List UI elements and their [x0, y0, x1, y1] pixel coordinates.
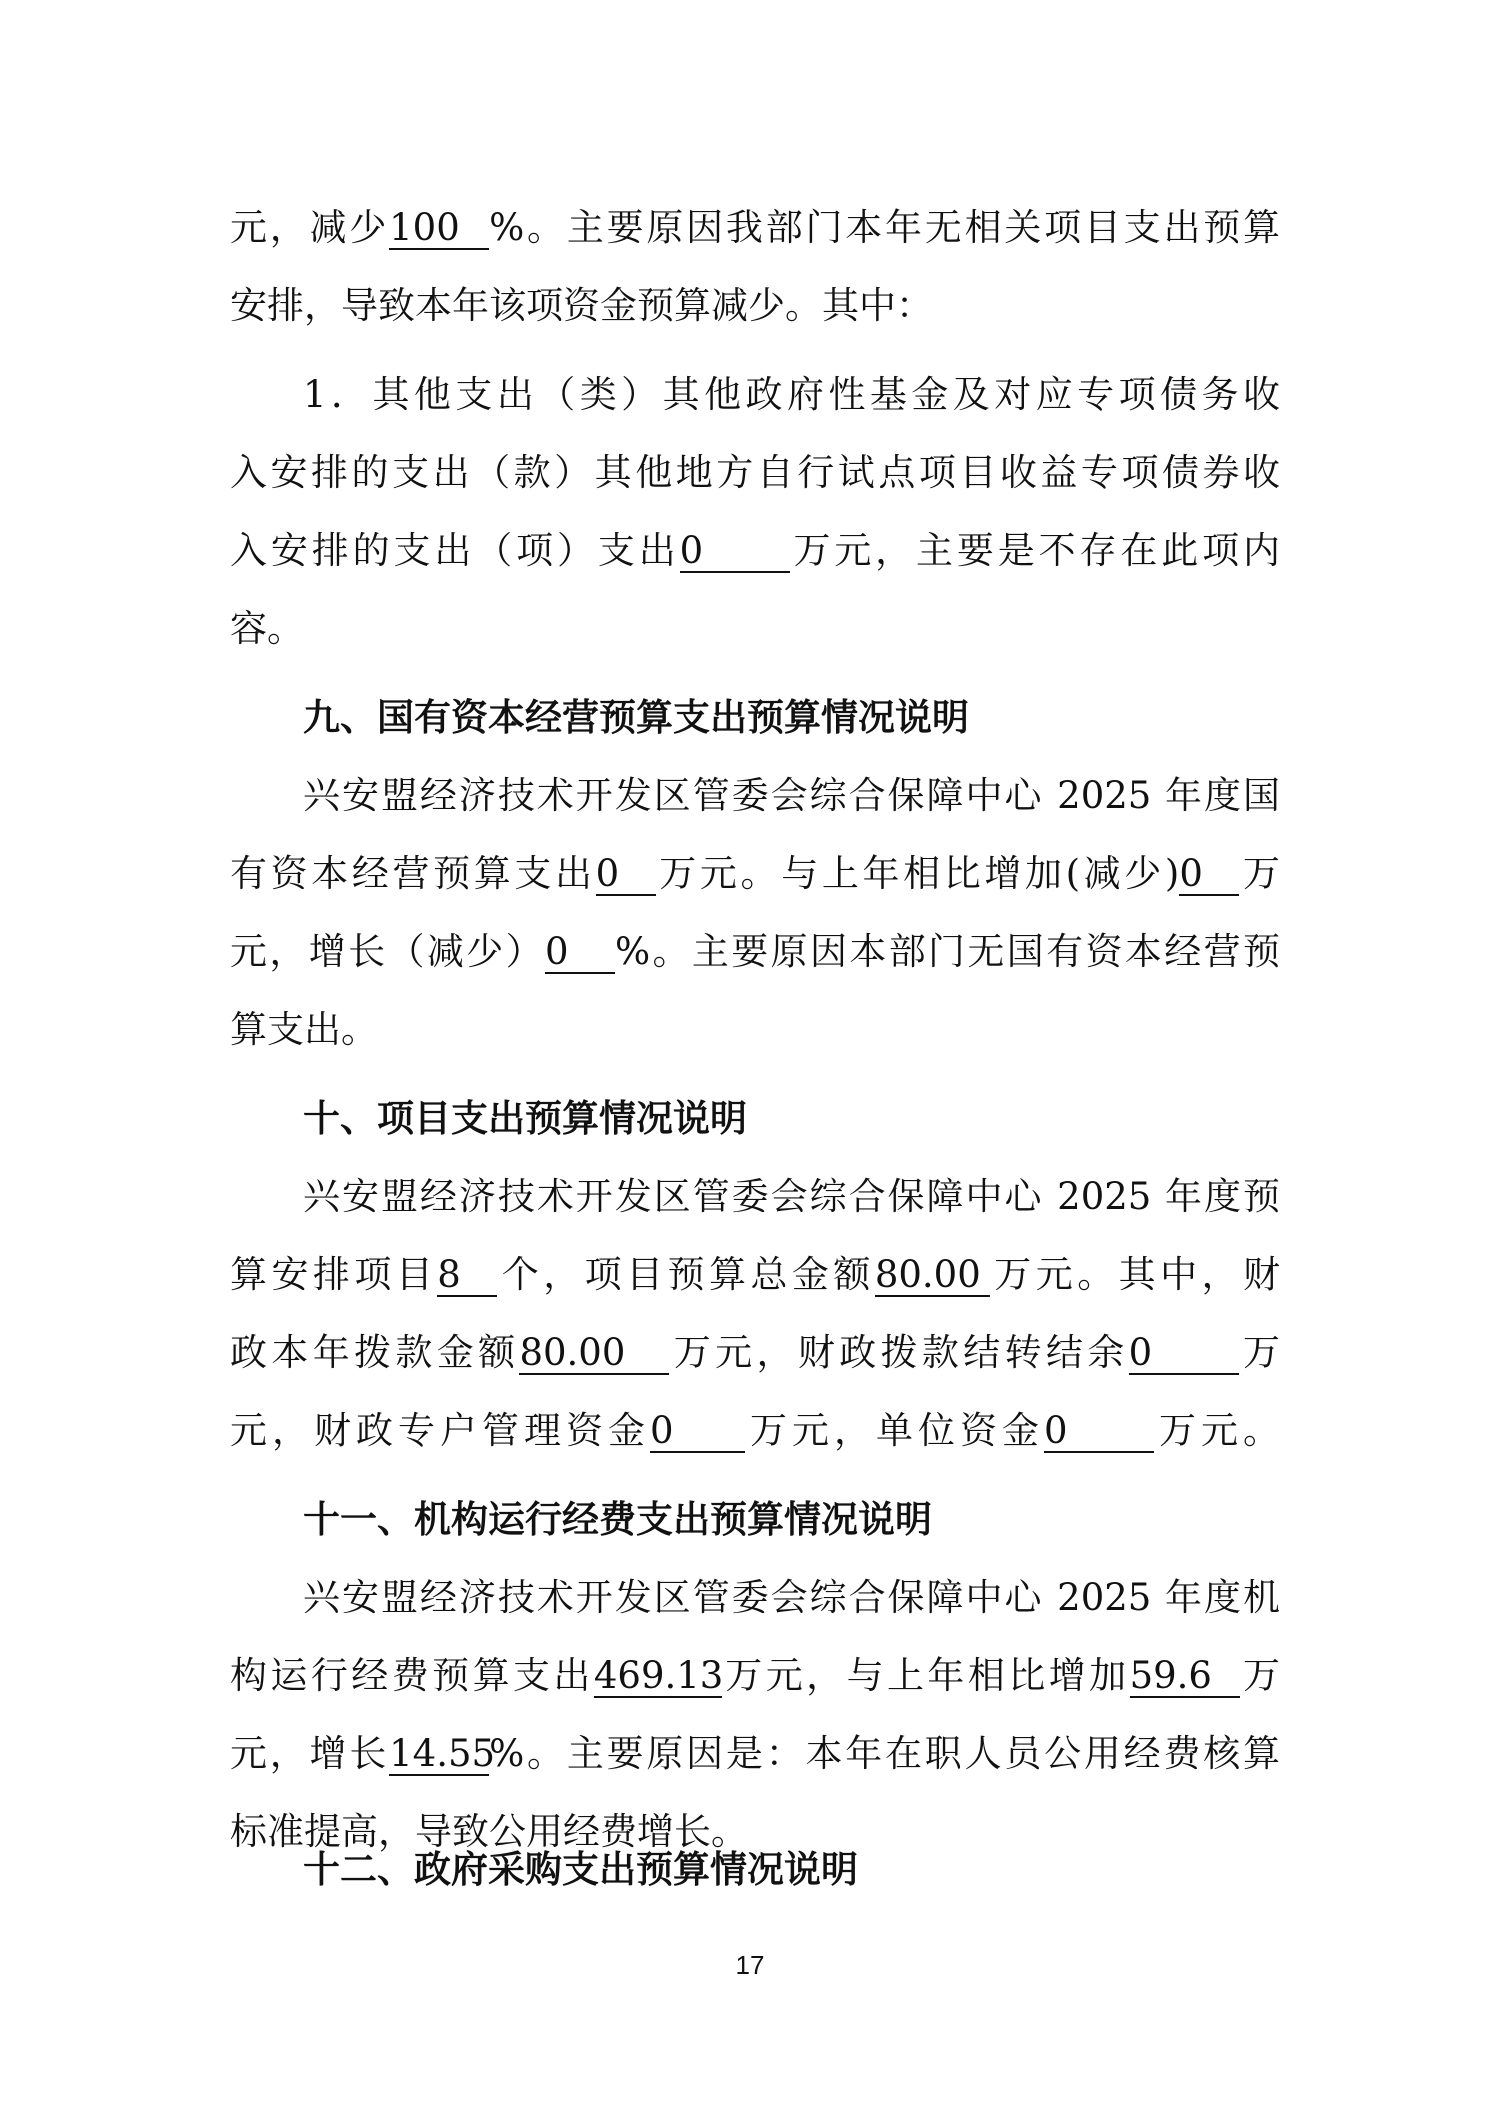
paragraph-line: 政本年拨款金额80.00 万元，财政拨款结转结余0 万	[230, 1331, 1281, 1374]
underlined-value: 0	[1179, 854, 1239, 896]
paragraph-line: 容。	[230, 607, 304, 650]
underlined-value: 0	[650, 1411, 745, 1453]
underlined-value: 0	[545, 932, 615, 974]
paragraph-line: 标准提高，导致公用经费增长。	[230, 1810, 748, 1853]
section-heading: 十二、政府采购支出预算情况说明	[303, 1848, 858, 1891]
paragraph-line: 有资本经营预算支出0 万元。与上年相比增加(减少)0 万	[230, 852, 1281, 895]
paragraph-line: 元，减少100 %。主要原因我部门本年无相关项目支出预算	[230, 206, 1281, 249]
paragraph-line: 兴安盟经济技术开发区管委会综合保障中心 2025 年度机	[303, 1576, 1280, 1619]
paragraph-line: 算安排项目8 个，项目预算总金额80.00 万元。其中，财	[230, 1253, 1281, 1296]
underlined-value: 0	[1044, 1411, 1154, 1453]
underlined-value: 14.55	[389, 1732, 496, 1775]
paragraph-line: 元，增长（减少）0 %。主要原因本部门无国有资本经营预	[230, 930, 1281, 973]
paragraph-line: 入安排的支出（项）支出0 万元，主要是不存在此项内	[230, 529, 1281, 572]
paragraph-line: 算支出。	[230, 1008, 378, 1051]
list-item-line: 1．其他支出（类）其他政府性基金及对应专项债务收	[303, 373, 1280, 416]
underlined-value: 0	[1129, 1333, 1239, 1375]
section-heading: 十一、机构运行经费支出预算情况说明	[303, 1498, 932, 1541]
paragraph-line: 入安排的支出（款）其他地方自行试点项目收益专项债券收	[230, 451, 1280, 494]
paragraph-line: 兴安盟经济技术开发区管委会综合保障中心 2025 年度预	[303, 1175, 1280, 1218]
underlined-value: 80.00	[519, 1333, 669, 1375]
underlined-value: 469.13	[593, 1654, 724, 1697]
page-number: 17	[735, 1950, 765, 1980]
underlined-value: 8	[437, 1255, 497, 1297]
underlined-value: 59.6	[1130, 1656, 1240, 1698]
paragraph-line: 兴安盟经济技术开发区管委会综合保障中心 2025 年度国	[303, 774, 1280, 817]
section-heading: 九、国有资本经营预算支出预算情况说明	[303, 696, 969, 739]
underlined-value: 0	[680, 531, 790, 573]
paragraph-line: 安排，导致本年该项资金预算减少。其中：	[230, 284, 933, 327]
paragraph-line: 元，增长14.55%。主要原因是：本年在职人员公用经费核算	[230, 1732, 1281, 1775]
section-heading: 十、项目支出预算情况说明	[303, 1097, 747, 1140]
paragraph-line: 构运行经费预算支出469.13万元，与上年相比增加59.6 万	[230, 1654, 1281, 1697]
underlined-value: 100	[389, 208, 489, 250]
underlined-value: 80.00	[875, 1255, 990, 1297]
paragraph-line: 元，财政专户管理资金0 万元，单位资金0 万元。	[230, 1409, 1280, 1452]
underlined-value: 0	[596, 854, 656, 896]
